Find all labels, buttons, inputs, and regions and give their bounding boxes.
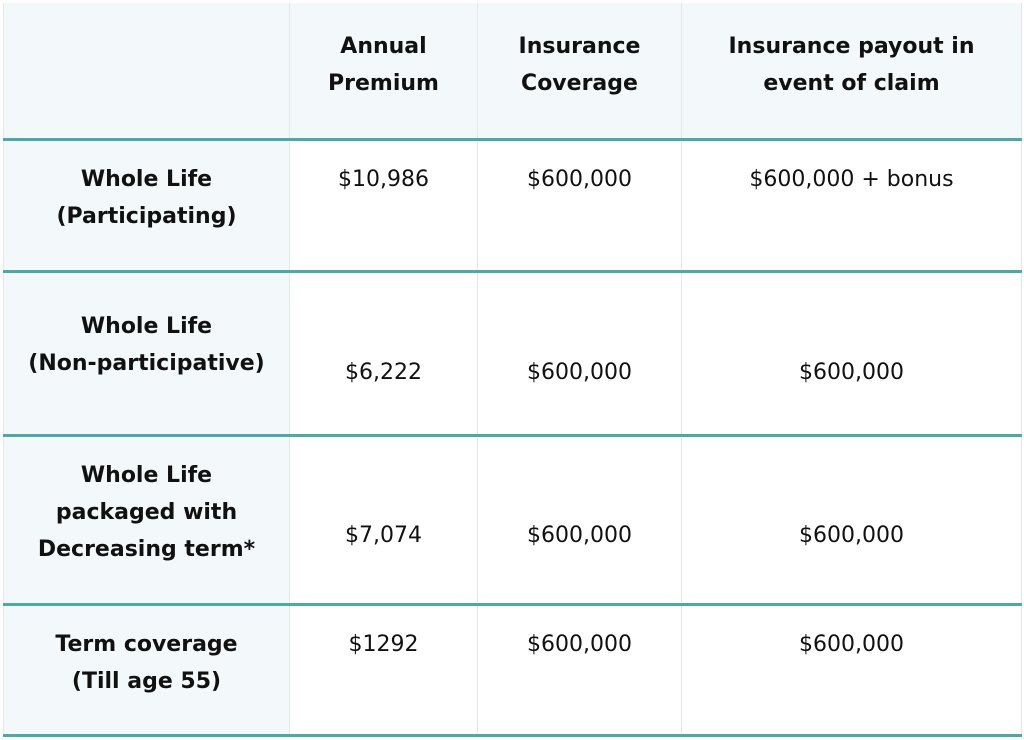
header-text-line: Annual <box>340 34 427 59</box>
annual-premium-cell: $6,222 <box>290 271 478 435</box>
table-row <box>4 604 1022 735</box>
header-insurance-coverage <box>478 3 682 139</box>
row-label-cell <box>4 604 290 735</box>
row-label-line: (Non-participative) <box>28 350 265 376</box>
row-label-cell <box>4 435 290 604</box>
header-text-line: Insurance <box>518 34 641 59</box>
header-text-line: Premium <box>328 71 439 96</box>
table-row <box>4 435 1022 604</box>
payout-cell: $600,000 + bonus <box>682 139 1022 271</box>
insurance-coverage-cell: $600,000 <box>478 435 682 604</box>
table-row <box>4 139 1022 271</box>
header-text-line: event of claim <box>763 71 940 96</box>
header-insurance-payout <box>682 3 1022 139</box>
header-text-line: Coverage <box>521 71 638 96</box>
row-label-line: (Till age 55) <box>71 668 222 694</box>
row-label-line: Whole Life <box>80 462 213 488</box>
header-corner-cell <box>4 3 290 139</box>
row-label-line: (Participating) <box>56 203 237 229</box>
row-label-line: Term coverage <box>55 631 238 657</box>
payout-cell: $600,000 <box>682 271 1022 435</box>
row-label-line: Decreasing term* <box>37 536 256 562</box>
row-label-line: packaged with <box>55 499 238 525</box>
insurance-comparison-table <box>3 3 1022 737</box>
row-label-line: Whole Life <box>80 166 213 192</box>
insurance-comparison-table-container <box>3 3 1021 738</box>
insurance-coverage-cell: $600,000 <box>478 604 682 735</box>
row-label-line: Whole Life <box>80 313 213 339</box>
annual-premium-cell: $10,986 <box>290 139 478 271</box>
table-row <box>4 271 1022 435</box>
header-annual-premium <box>290 3 478 139</box>
payout-cell: $600,000 <box>682 435 1022 604</box>
annual-premium-cell: $1292 <box>290 604 478 735</box>
annual-premium-cell: $7,074 <box>290 435 478 604</box>
insurance-coverage-cell: $600,000 <box>478 139 682 271</box>
insurance-coverage-cell: $600,000 <box>478 271 682 435</box>
row-label-cell <box>4 271 290 435</box>
payout-cell: $600,000 <box>682 604 1022 735</box>
header-text-line: Insurance payout in <box>728 34 975 59</box>
row-label-cell <box>4 139 290 271</box>
table-header-row <box>4 3 1022 139</box>
